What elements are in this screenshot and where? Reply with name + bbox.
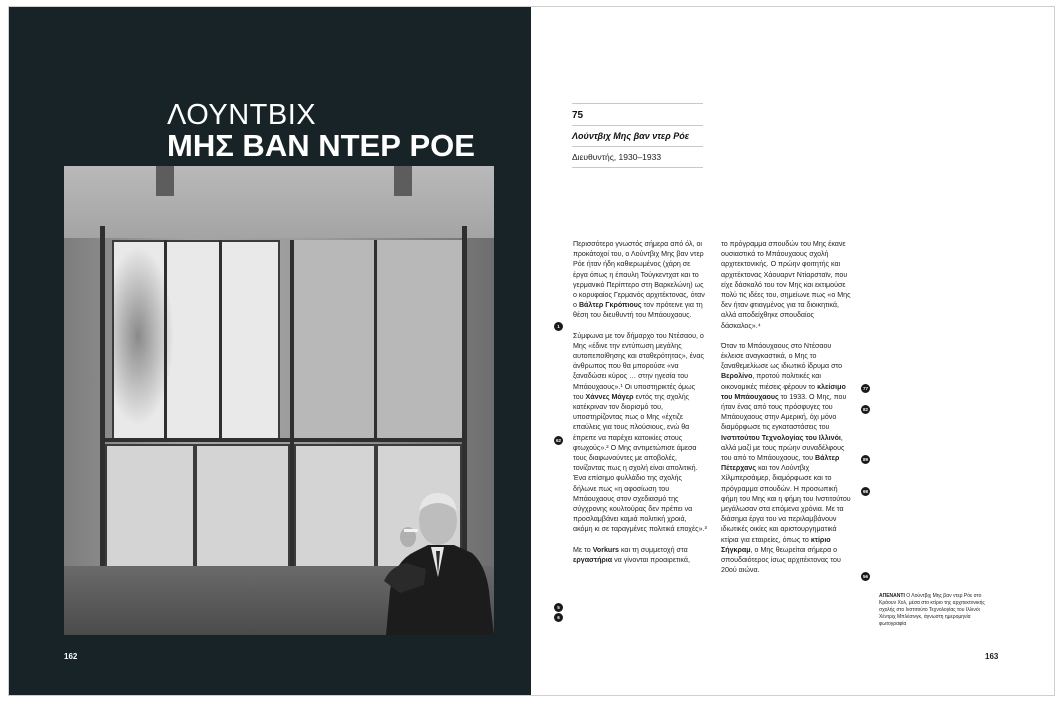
entry-name: Λούντβιχ Μης βαν ντερ Ρόε [572,131,689,141]
caption-type: φωτογραφία [879,621,907,627]
cross-ref-closure[interactable]: κλείσιμο του Μπάουχαους [721,382,846,401]
cross-ref-vorkurs[interactable]: Vorkurs [592,545,619,554]
cross-ref-meyer[interactable]: Χάννες Μάγερ [585,392,634,401]
caption-label: ΑΠΕΝΑΝΤΙ [879,593,905,599]
cross-ref-marker[interactable]: 62 [555,438,561,443]
cross-ref-marker[interactable]: 5 [554,603,563,612]
caption-text: Ο Λούντβιχ Μης βαν ντερ Ρόε στο Κράουν Χολ, μέσα στο κτίριο της αρχιτεκτονικής σχολής στο Ινστιτούτο Τεχνολογίας του Ιλλινόι [879,593,985,613]
entry-rule-lower [572,146,703,147]
left-page [9,7,531,695]
cross-ref-peterhans[interactable]: Βάλτερ Πέτερχανς [721,454,840,473]
entry-number: 75 [572,110,584,121]
cross-ref-marker[interactable]: 68 [862,489,868,494]
cross-ref-marker[interactable]: 89 [862,457,868,462]
entry-rule-mid [572,125,703,126]
cross-ref-workshops[interactable]: εργαστήρια [573,555,613,564]
photo-caption [879,593,987,628]
paragraph: Περισσότερο γνωστός σήμερα από όλ, οι προκάτοχοί του, ο Λούντβιχ Μης βαν ντερ Ρόε ήταν ήδη καθιερωμένος (χάρη σε έργα όπως η έπαυλη Τούγκεντχατ και το γερμανικό Περίπτερο στη Βαρκελώνη) ως ο κορυφαίος Γερμανός αρχιτέκτονας, όταν ο Βάλτερ Γκρόπιους τον πρότεινε για τη θέση του διευθυντή του Μπάουχαους. [573,240,705,320]
paragraph: Σύμφωνα με τον δήμαρχο του Ντέσαου, ο Μης «έδινε την εντύπωση μεγάλης αυτοπεποίθησης και σταθερότητας», ένας άνθρωπος που θα μπορούσε «να ξαναδώσει κύρος … στην ηγεσία του Μπάουχαους».¹ Οι υποστηρικτές όμως του Χάννες Μάγερ εντός της σχολής κατέκριναν τον διορισμό του, υποστηρίζοντας πως ο Μης «έχτιζε επαύλεις για τους πλούσιους, ενώ θα έπρεπε να παρέχει κατοικίες στους φτωχούς».² Ο Μης αντιμετώπισε άμεσα τους διαφωνούντες με αποβολές, τονίζοντας πως η σχολή είναι απολιτική. Ένα επίσημο φυλλάδιο της σχολής δήλωνε πως «η αφοσίωση του Μπάουχαους στον σχεδιασμό της σύγχρονης κουλτούρας δεν πρέπει να προσλαμβάνει καμιά πολιτική χροιά, ακόμη κι σε ταραγμένες πολιτικά εποχές».³ [573,331,707,534]
cross-ref-marker[interactable]: 82 [862,407,868,412]
body-column-1 [573,239,707,575]
paragraph: Όταν το Μπάουχαους στο Ντέσαου έκλεισε αναγκαστικά, ο Μης το ξαναθεμελίωσε ως ιδιωτικό ίδρυμα στο Βερολίνο, προτού πολιτικές και οικονομικές πιέσεις φέρουν το κλείσιμο του Μπάουχαους το 1933. Ο Μης, που ήταν ένας από τους πρόσφυγες του Μπάουχαους στην Αμερική, όχι μόνο διαμόρφωσε τις εγκαταστάσεις του Ινστιτούτου Τεχνολογίας του Ιλλινόι, αλλά μαζί με τους πρώην συναδέλφους του από το Μπάουχαους, του Βάλτερ Πέτερχανς και τον Λούντβιχ Χίλμπερσάιμερ, διαμόρφωσε και το πρόγραμμα σπουδών. Η προσωπική φήμη του Μης και η φήμη του Ινστιτούτου μεγάλωσαν στα επόμενα χρόνια. Με τα διάσημα έργα του να περιλαμβάνουν ιδιωτικές οικίες και αριστουργηματικά κτίρια για εταιρείες, όπως το κτίριο Σήγκραμ, ο Μης θεωρείται σήμερα ο σπουδαιότερος ίσως αρχιτέκτονας του 20ού αιώνα. [721,341,851,575]
portrait-photo [64,166,494,635]
entry-rule-top [572,103,703,104]
cross-ref-gropius[interactable]: Βάλτερ Γκρόπιους [578,301,642,310]
cross-ref-marker[interactable]: 6 [554,613,563,622]
cross-ref-iit[interactable]: Ινστιτούτου Τεχνολογίας του Ιλλινόι [721,433,841,442]
paragraph: το πρόγραμμα σπουδών του Μης έκανε ουσιαστικά το Μπάουχαους σχολή αρχιτεκτονικής. Ο πρώην φοιτητής και αρχιτέκτονας Χάουαρντ Ντίαρσταϊν, που είχε δάσκαλό του τον Μης και εκτιμούσε πολύ τις ιδέες του, σημείωνε πως «ο Μης δεν ήταν φτιαγμένος για τα διοικητικά, αλλά αποδείχθηκε σπουδαίος δάσκαλος».⁴ [721,240,851,330]
book-spread [8,6,1055,696]
cross-ref-seagram[interactable]: κτίριο Σήγκραμ [721,535,831,554]
page-number-right: 163 [985,652,999,661]
cross-ref-berlin[interactable]: Βερολίνο [721,372,753,381]
cross-ref-marker[interactable]: 1 [554,322,563,331]
cross-ref-marker[interactable]: 77 [862,386,868,391]
entry-role: Διευθυντής, 1930–1933 [572,152,662,162]
title-surname: ΜΗΣ ΒΑΝ ΝΤΕΡ ΡΟΕ [167,128,475,163]
entry-rule-bottom [572,167,703,168]
title-first-name: ΛΟΥΝΤΒΙΧ [167,99,317,131]
portrait-figure [376,481,494,635]
page-number-left: 162 [64,652,78,661]
cross-ref-marker[interactable]: 56 [862,574,868,579]
body-column-2 [721,239,855,586]
caption-credit: Χέντριχ Μπλέσινγκ, άγνωστη ημερομηνία [879,614,971,620]
paragraph: Με το Vorkurs και τη συμμετοχή στα εργαστήρια να γίνονται προαιρετικά, [573,545,690,564]
